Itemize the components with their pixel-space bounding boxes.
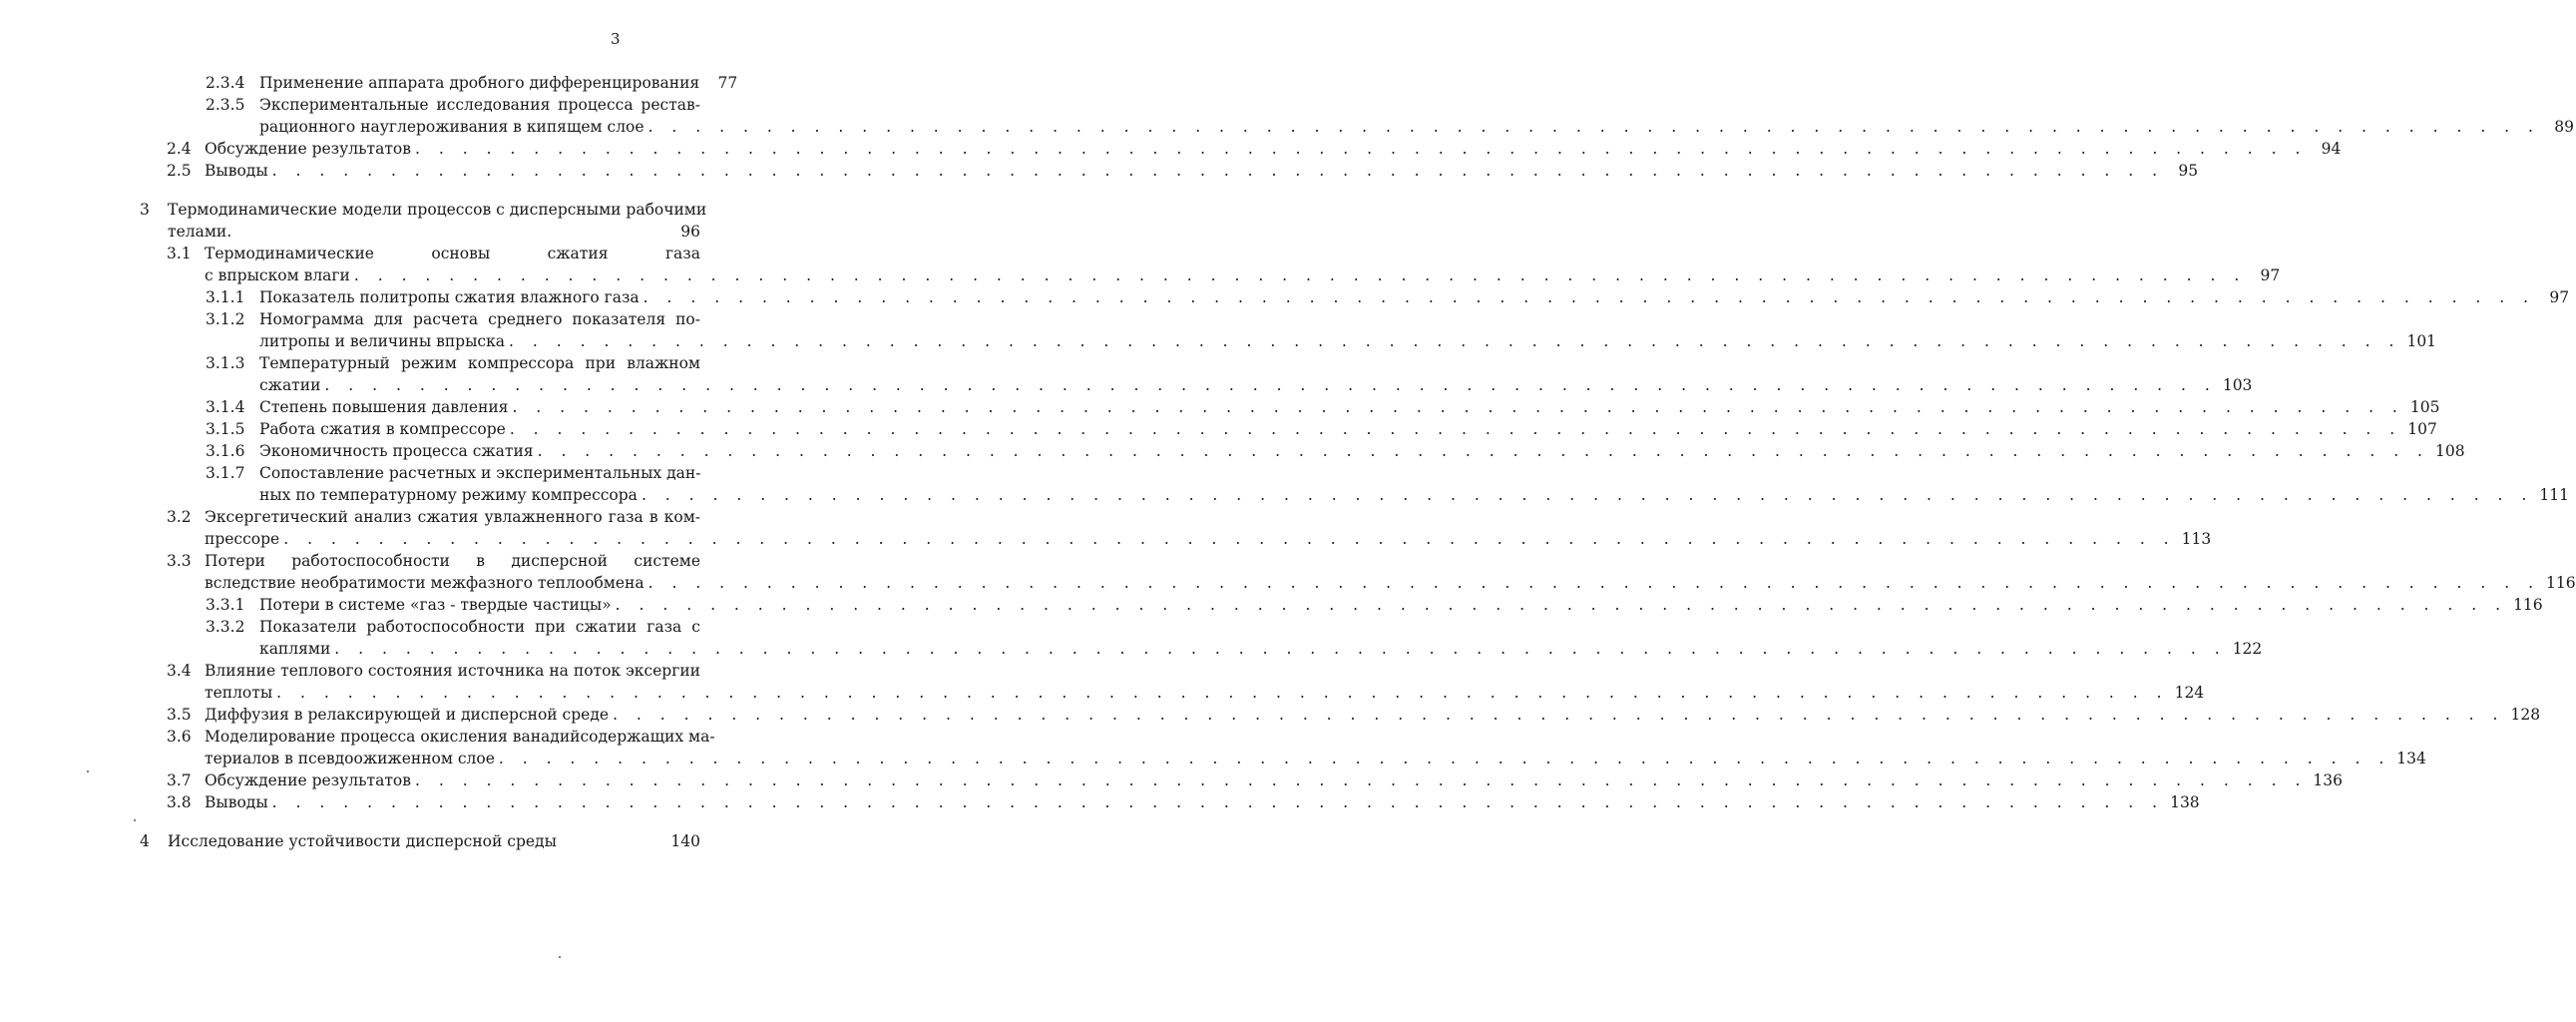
toc-entry-chapter[interactable] <box>0 199 789 243</box>
entry-page-number: 134 <box>2396 750 2426 767</box>
toc-entry-section[interactable] <box>0 726 2426 769</box>
table-of-contents <box>0 72 2576 852</box>
entry-number: 3.1 <box>167 245 192 262</box>
entry-title-line: Сопоставление расчетных и экспериментальных дан- <box>259 464 701 482</box>
dot-leader: . . . . . . . . . . . . . . . . . . . . . . . . . . . . . . . . . . . . . . . . . . . . . . . . . . . . . . . . . . . . . . . . . . . . . . . . . . . . . . . . <box>334 640 2227 658</box>
entry-title-line: Обсуждение результатов <box>205 771 411 789</box>
toc-entry-sub[interactable] <box>0 352 2253 396</box>
entry-title-line: Термодинамические основы сжатия газа <box>205 245 700 262</box>
dot-leader: . . . . . . . . . . . . . . . . . . . . . . . . . . . . . . . . . . . . . . . . . . . . . . . . . . . . . . . . . . . . . . . . . . . . . . . . . . . . . . . . <box>509 332 2401 350</box>
entry-title-line: вследствие необратимости межфазного теплообмена <box>205 574 644 592</box>
toc-entry-section[interactable] <box>0 550 2576 594</box>
entry-title-line: Обсуждение результатов <box>205 140 411 158</box>
toc-entry-sub[interactable] <box>0 396 2440 418</box>
entry-page-number: 128 <box>2510 706 2541 724</box>
toc-entry-sub[interactable] <box>0 418 2437 440</box>
entry-number: 3.3.1 <box>206 596 245 614</box>
entry-page-number: 97 <box>2260 266 2281 284</box>
entry-page-number: 138 <box>2170 793 2200 811</box>
toc-entry-section[interactable] <box>0 138 2342 160</box>
toc-entry-section[interactable] <box>0 160 2199 182</box>
entry-number: 3.1.3 <box>206 354 245 372</box>
toc-entry-section[interactable] <box>0 791 2200 813</box>
entry-number: 3.1.6 <box>206 442 245 460</box>
chapter-gap <box>0 182 789 199</box>
dot-leader: . . . . . . . . . . . . . . . . . . . . . . . . . . . . . . . . . . . . . . . . . . . . . . . . . . . . . . . . . . . . . . . . . . . . . . . . . . . . . . . . <box>643 288 2536 306</box>
entry-number: 2.4 <box>167 140 192 158</box>
entry-title-line: Номограмма для расчета среднего показателя по- <box>259 310 700 328</box>
entry-page-number: 113 <box>2181 530 2212 548</box>
dot-leader: . . . . . . . . . . . . . . . . . . . . . . . . . . . . . . . . . . . . . . . . . . . . . . . . . . . . . . . . . . . . . . . . . . . . . . . . . . . . . . . . <box>615 596 2508 614</box>
entry-number: 3.1.4 <box>206 398 245 416</box>
entry-page-number: 95 <box>2178 162 2199 180</box>
entry-title-line: теплоты <box>205 684 273 702</box>
entry-title-line: Влияние теплового состояния источника на поток эксергии <box>205 662 700 680</box>
dot-leader: . . . . . . . . . . . . . . . . . . . . . . . . . . . . . . . . . . . . . . . . . . . . . . . . . . . . . . . . . . . . . . . . . . . . . . . . . . . . . . . . <box>271 793 2165 811</box>
dot-leader: . . . . . . . . . . . . . . . . . . . . . . . . . . . . . . . . . . . . . . . . . . . . . . . . . . . . . . . . . . . . . . . . . . . . . . . . . . . . . . . . <box>647 574 2541 592</box>
entry-number: 3.3 <box>167 552 192 570</box>
entry-title-line: рационного науглероживания в кипящем слое <box>259 118 644 136</box>
dot-leader: . . . . . . . . . . . . . . . . . . . . . . . . . . . . . . . . . . . . . . . . . . . . . . . . . . . . . . . . . . . . . . . . . . . . . . . . . . . . . . . . <box>271 162 2165 180</box>
dot-leader: . . . . . . . . . . . . . . . . . . . . . . . . . . . . . . . . . . . . . . . . . . . . . . . . . . . . . . . . . . . . . . . . . . . . . . . . . . . . . . . . <box>512 398 2404 416</box>
toc-entry-section[interactable] <box>0 704 2541 726</box>
entry-number: 3.8 <box>167 793 192 811</box>
toc-entry-section[interactable] <box>0 660 2205 704</box>
entry-page-number: 89 <box>2554 118 2574 136</box>
scan-speck <box>134 819 136 821</box>
dot-leader: . . . . . . . . . . . . . . . . . . . . . . . . . . . . . . . . . . . . . . . . . . . . . . . . . . . . . . . . . . . . . . . . . . . . . . . . . . . . . . . . <box>641 486 2534 504</box>
entry-number: 3.7 <box>167 771 192 789</box>
entry-title-line: прессоре <box>205 530 280 548</box>
entry-title-line: Применение аппарата дробного дифференцирования <box>259 74 700 92</box>
entry-page-number: 97 <box>2549 288 2570 306</box>
toc-entry-section[interactable] <box>0 769 2343 791</box>
toc-entry-sub[interactable] <box>0 462 2569 506</box>
entry-number: 3.5 <box>167 706 192 724</box>
entry-page-number: 124 <box>2174 684 2205 702</box>
entry-title-line: Показатели работоспособности при сжатии газа с <box>259 618 700 636</box>
entry-title-line: Экономичность процесса сжатия <box>259 442 534 460</box>
entry-page-number: 108 <box>2435 442 2465 460</box>
entry-page-number: 122 <box>2232 640 2263 658</box>
entry-title-line: телами. <box>168 223 232 241</box>
entry-page-number: 105 <box>2409 398 2440 416</box>
entry-page-number: 96 <box>680 223 700 241</box>
entry-title-line: Термодинамические модели процессов с дисперсными рабочими <box>168 201 707 219</box>
entry-number: 3.1.2 <box>206 310 245 328</box>
toc-entry-chapter[interactable] <box>0 830 789 852</box>
entry-title-line: Температурный режим компрессора при влажном <box>259 354 700 372</box>
entry-title-line: литропы и величины впрыска <box>259 332 506 350</box>
toc-entry-sub[interactable] <box>0 308 2437 352</box>
entry-title-line: Моделирование процесса окисления ванадийсодержащих ма- <box>205 728 715 746</box>
entry-number: 3.2 <box>167 508 192 526</box>
entry-page-number: 140 <box>670 832 700 850</box>
entry-title-line: Эксергетический анализ сжатия увлажненного газа в ком- <box>205 508 700 526</box>
chapter-gap <box>0 813 789 830</box>
entry-page-number: 116 <box>2513 596 2543 614</box>
entry-title-line: териалов в псевдоожиженном слое <box>205 750 495 767</box>
toc-entry-sub[interactable] <box>0 440 2465 462</box>
entry-number: 3.1.5 <box>206 420 245 438</box>
toc-entry-sub[interactable] <box>0 594 2543 616</box>
entry-number: 3 <box>140 201 150 219</box>
entry-title-line: Экспериментальные исследования процесса рестав- <box>259 96 700 114</box>
entry-page-number: 111 <box>2539 486 2569 504</box>
dot-leader: . . . . . . . . . . . . . . . . . . . . . . . . . . . . . . . . . . . . . . . . . . . . . . . . . . . . . . . . . . . . . . . . . . . . . . . . . . . . . . . . <box>324 376 2217 394</box>
entry-number: 3.4 <box>167 662 192 680</box>
entry-title-line: сжатии <box>259 376 321 394</box>
entry-page-number: 107 <box>2407 420 2437 438</box>
dot-leader: . . . . . . . . . . . . . . . . . . . . . . . . . . . . . . . . . . . . . . . . . . . . . . . . . . . . . . . . . . . . . . . . . . . . . . . . . . . . . . . . <box>613 706 2505 724</box>
toc-entry-sub[interactable] <box>0 94 2574 138</box>
entry-page-number: 136 <box>2313 771 2343 789</box>
dot-leader: . . . . . . . . . . . . . . . . . . . . . . . . . . . . . . . . . . . . . . . . . . . . . . . . . . . . . . . . . . . . . . . . . . . . . . . . . . . . . . . . <box>414 771 2308 789</box>
dot-leader: . . . . . . . . . . . . . . . . . . . . . . . . . . . . . . . . . . . . . . . . . . . . . . . . . . . . . . . . . . . . . . . . . . . . . . . . . . . . . . . . <box>647 118 2540 136</box>
entry-number: 4 <box>140 832 150 850</box>
dot-leader: . . . . . . . . . . . . . . . . . . . . . . . . . . . . . . . . . . . . . . . . . . . . . . . . . . . . . . . . . . . . . . . . . . . . . . . . . . . . . . . . <box>283 530 2176 548</box>
entry-title-line: Потери в системе «газ - твердые частицы» <box>259 596 612 614</box>
dot-leader: . . . . . . . . . . . . . . . . . . . . . . . . . . . . . . . . . . . . . . . . . . . . . . . . . . . . . . . . . . . . . . . . . . . . . . . . . . . . . . . . <box>509 420 2402 438</box>
entry-number: 3.1.1 <box>206 288 245 306</box>
toc-entry-sub[interactable] <box>0 286 2570 308</box>
entry-number: 2.5 <box>167 162 192 180</box>
dot-leader: . . . . . . . . . . . . . . . . . . . . . . . . . . . . . . . . . . . . . . . . . . . . . . . . . . . . . . . . . . . . . . . . . . . . . . . . . . . . . . . . <box>414 140 2308 158</box>
entry-title-line: каплями <box>259 640 331 658</box>
toc-entry-sub[interactable] <box>0 616 2263 660</box>
toc-entry-sub[interactable] <box>0 72 789 94</box>
toc-entry-section[interactable] <box>0 506 2212 550</box>
toc-entry-section[interactable] <box>0 243 2281 286</box>
entry-page-number: 116 <box>2546 574 2576 592</box>
page-number: 3 <box>611 30 621 48</box>
dot-leader: . . . . . . . . . . . . . . . . . . . . . . . . . . . . . . . . . . . . . . . . . . . . . . . . . . . . . . . . . . . . . . . . . . . . . . . . . . . . . . . . <box>276 684 2169 702</box>
scan-speck <box>559 956 561 958</box>
entry-title-line: Работа сжатия в компрессоре <box>259 420 506 438</box>
entry-title-line: Выводы <box>205 793 268 811</box>
entry-title-line: ных по температурному режиму компрессора <box>259 486 638 504</box>
entry-title-line: Показатель политропы сжатия влажного газа <box>259 288 640 306</box>
dot-leader: . . . . . . . . . . . . . . . . . . . . . . . . . . . . . . . . . . . . . . . . . . . . . . . . . . . . . . . . . . . . . . . . . . . . . . . . . . . . . . . . <box>498 750 2391 767</box>
entry-title-line: Выводы <box>205 162 268 180</box>
entry-page-number: 103 <box>2222 376 2253 394</box>
entry-number: 3.1.7 <box>206 464 245 482</box>
entry-number: 2.3.4 <box>206 74 245 92</box>
entry-number: 2.3.5 <box>206 96 245 114</box>
entry-page-number: 101 <box>2406 332 2437 350</box>
entry-title-line: Исследование устойчивости дисперсной среды <box>168 832 557 850</box>
entry-page-number: 77 <box>717 74 738 92</box>
dot-leader: . . . . . . . . . . . . . . . . . . . . . . . . . . . . . . . . . . . . . . . . . . . . . . . . . . . . . . . . . . . . . . . . . . . . . . . . . . . . . . . . <box>537 442 2429 460</box>
entry-title-line: с впрыском влаги <box>205 266 350 284</box>
scan-speck <box>87 770 89 772</box>
entry-title-line: Степень повышения давления <box>259 398 509 416</box>
entry-title-line: Диффузия в релаксирующей и дисперсной среде <box>205 706 610 724</box>
entry-page-number: 94 <box>2321 140 2342 158</box>
entry-number: 3.3.2 <box>206 618 245 636</box>
entry-number: 3.6 <box>167 728 192 746</box>
entry-title-line: Потери работоспособности в дисперсной системе <box>205 552 700 570</box>
dot-leader: . . . . . . . . . . . . . . . . . . . . . . . . . . . . . . . . . . . . . . . . . . . . . . . . . . . . . . . . . . . . . . . . . . . . . . . . . . . . . . . . <box>353 266 2247 284</box>
